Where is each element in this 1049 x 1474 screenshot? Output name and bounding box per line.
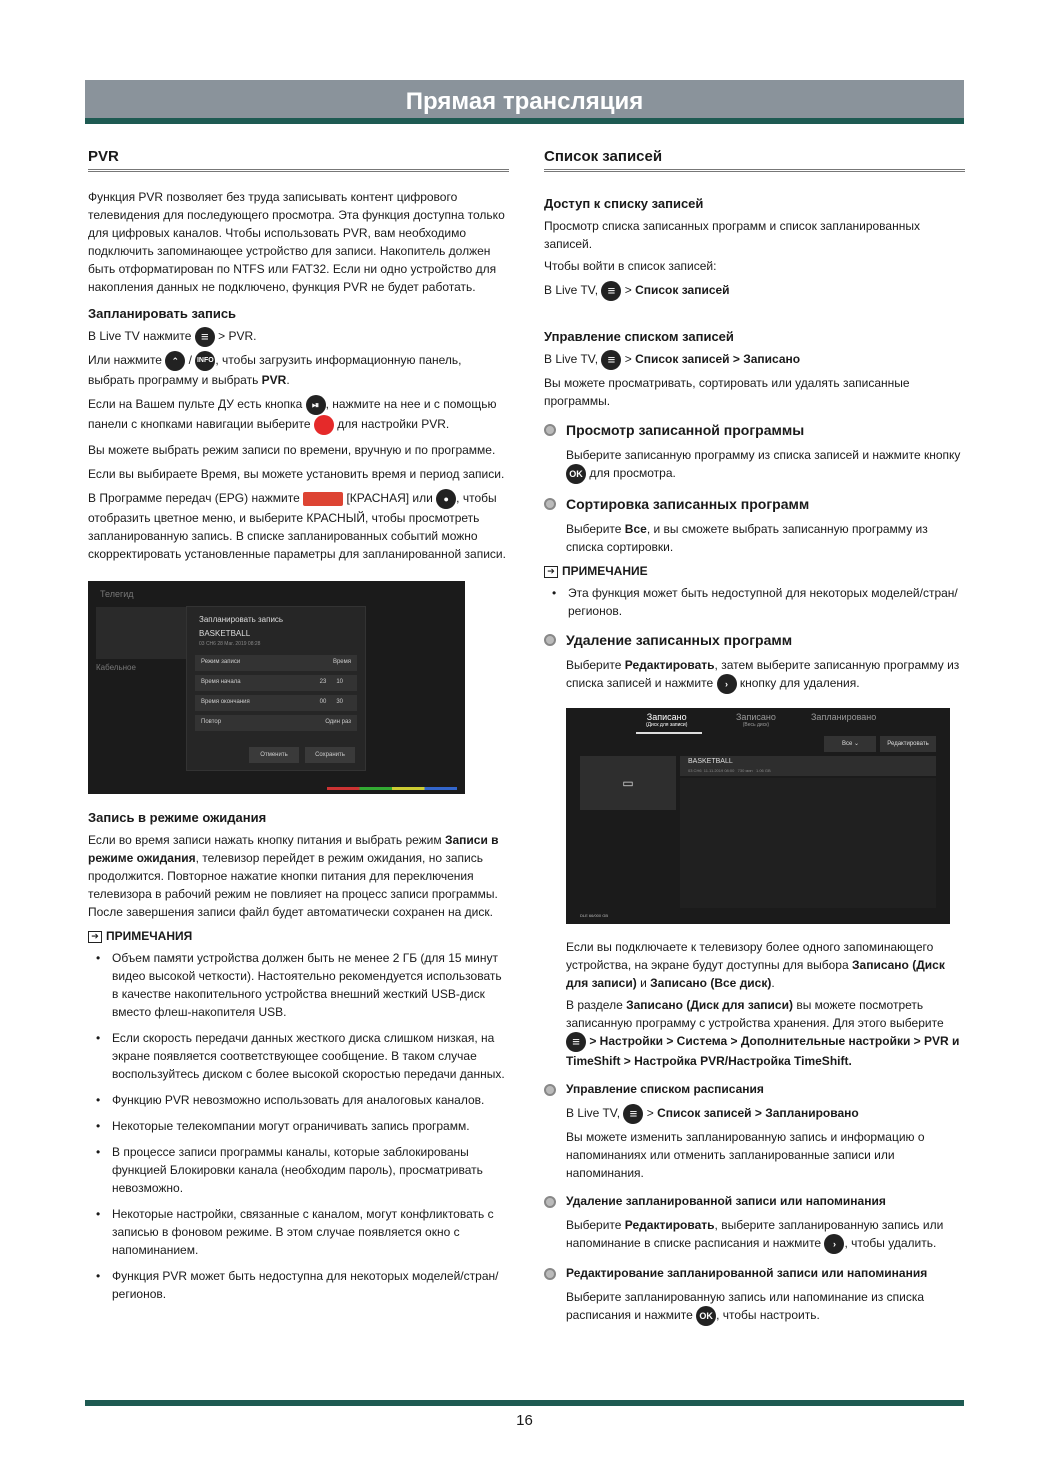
- menu-icon: [566, 1032, 586, 1052]
- row-repeat[interactable]: Повтор Один раз: [195, 715, 357, 731]
- menu-icon: [601, 350, 621, 370]
- notes-list: [88, 949, 509, 1303]
- standby-p: Если во время записи нажать кнопку питания и выбрать режим Записи в режиме ожидания, телевизор перейдет в режим ожидания, но запись продолжится. Повторное нажатие кнопки питания для переключения телевизора в рабочий режим не повлияет на процесс записи программы. После завершения записи файл будет автоматически сохранен на диск.: [88, 833, 499, 919]
- thumbnail: [580, 756, 676, 810]
- schedule-p6: В Программе передач (EPG) нажмите [КРАСНАЯ] или ● , чтобы отобразить цветное меню, и выберите КРАСНЫЙ, чтобы просмотреть запланированную запись. В списке запланированных событий можно скорректировать установленные параметры для запланированной записи.: [88, 489, 509, 563]
- delsched-title: Удаление запланированной записи или напоминания: [544, 1194, 965, 1208]
- schedule-recording-screenshot: [88, 581, 465, 794]
- tab-scheduled[interactable]: Запланировано: [811, 712, 877, 722]
- ok-icon: OK: [696, 1306, 716, 1326]
- edit-p: Выберите запланированную запись или напоминание из списка расписания и нажмите OK , чтобы настроить.: [544, 1288, 965, 1326]
- menu-icon: [195, 327, 215, 347]
- right-column: [544, 148, 965, 1330]
- footer-line: [85, 1400, 964, 1406]
- pvr-intro: Функция PVR позволяет без труда записывать контент цифрового телевидения для последующего просмотра. Эта функция доступна только для цифровых каналов. Чтобы использовать PVR, вам необходимо подключить запоминающее устройство для записи. Накопитель должен быть отформатирован по NTFS или FAT32. Если ни одно устройство для накопления данных не подключено, функция PVR не будет работать.: [88, 190, 505, 294]
- bullet-icon: [544, 424, 556, 436]
- note-heading: ➔ ПРИМЕЧАНИЕ: [544, 564, 965, 578]
- guide-label: Телегид: [100, 589, 134, 599]
- row-start[interactable]: Время начала 23 10: [195, 675, 357, 691]
- edit-button[interactable]: Редактировать: [880, 736, 936, 752]
- sched-p2: Вы можете изменить запланированную запись и информацию о напоминаниях или отменить запланированные записи или напоминания.: [566, 1130, 925, 1180]
- storage-info: DLE 66/000 GB: [580, 913, 609, 918]
- access-p2: Чтобы войти в список записей:: [544, 259, 717, 273]
- list-item: • Некоторые настройки, связанные с каналом, могут конфликтовать с записью в фоновом режиме. В этом случае появляется окно с напоминанием.: [112, 1205, 509, 1259]
- tab-recorded-disk[interactable]: Записано (Диск для записи): [646, 712, 688, 728]
- cable-label: Кабельное: [96, 663, 136, 672]
- info-icon: INFO: [195, 351, 215, 371]
- list-area: [680, 778, 936, 908]
- bullet-icon: [544, 498, 556, 510]
- color-menu-icon: ●: [436, 489, 456, 509]
- list-item: • Некоторые телекомпании могут ограничивать запись программ.: [112, 1117, 509, 1135]
- list-item: • В процессе записи программы каналы, которые заблокированы функцией Блокировки канала (необходим пароль), просматривать невозможно.: [112, 1143, 509, 1197]
- schedule-p1: В Live TV нажмите ≡ > PVR.: [88, 327, 509, 347]
- page-title: Прямая трансляция: [405, 88, 644, 115]
- play-pause-icon: ⏯: [306, 395, 326, 415]
- delete-p: Выберите Редактировать, затем выберите записанную программу из списка записей и нажмите › кнопку для удаления.: [544, 656, 965, 694]
- list-item: • Объем памяти устройства должен быть не менее 2 ГБ (для 15 минут видео высокой четкости). Настоятельно рекомендуется использовать в качестве накопительного устройства внешний жесткий USB-диск вместо флеш-накопителя USB.: [112, 949, 509, 1021]
- tab-recorded-all[interactable]: Записано (Весь диск): [736, 712, 776, 728]
- view-title: Просмотр записанной программы: [544, 422, 965, 438]
- menu-icon: [623, 1104, 643, 1124]
- menu-icon: [601, 281, 621, 301]
- chevron-right-icon: ›: [717, 674, 737, 694]
- section-p: В разделе Записано (Диск для записи) вы можете посмотреть записанную программу с устройства хранения. Для этого выберите ≡ > Настройки > Система > Дополнительные настройки > PVR и TimeShift > Настройка PVR/Настройка TimeShift.: [544, 996, 965, 1070]
- manage-p2: Вы можете просматривать, сортировать или удалять записанные программы.: [544, 376, 910, 408]
- standby-title: Запись в режиме ожидания: [88, 810, 267, 825]
- red-button-icon: [314, 415, 334, 435]
- list-item: • Функция PVR может быть недоступна для некоторых моделей/стран/регионов.: [112, 1267, 509, 1303]
- bullet-icon: [544, 634, 556, 646]
- schedule-p4: Вы можете выбрать режим записи по времени, вручную и по программе.: [88, 443, 496, 457]
- pvr-title: PVR: [88, 148, 509, 172]
- notes-heading: ➔ ПРИМЕЧАНИЯ: [88, 929, 509, 943]
- dialog-meta: 03 CH6 28 Mar. 2019 08:28: [199, 641, 261, 647]
- page-number: 16: [516, 1412, 533, 1429]
- bullet-icon: [544, 1268, 556, 1280]
- sort-p: Выберите Все, и вы сможете выбрать записанную программу из списка сортировки.: [566, 522, 928, 554]
- schedule-title: Запланировать запись: [88, 306, 237, 321]
- dialog: [186, 606, 366, 771]
- note-icon: ➔: [544, 566, 558, 578]
- filter-select[interactable]: Все ⌄: [824, 736, 876, 752]
- list-item: • Функцию PVR невозможно использовать для аналоговых каналов.: [112, 1091, 509, 1109]
- delsched-p: Выберите Редактировать, выберите запланированную запись или напоминание в списке расписания и нажмите › , чтобы удалить.: [544, 1216, 965, 1254]
- chevron-up-icon: ⌃: [165, 351, 185, 371]
- chevron-right-icon: ›: [824, 1234, 844, 1254]
- list-item: • Если скорость передачи данных жесткого диска слишком низкая, на экране появляется соответствующее сообщение. В таком случае воспользуйтесь диском с более высокой скоростью передачи данных.: [112, 1029, 509, 1083]
- recordings-list-title: Список записей: [544, 148, 965, 172]
- recorded-list-screenshot: [566, 708, 950, 924]
- guide-tile: [96, 607, 186, 659]
- edit-title: Редактирование запланированной записи или напоминания: [544, 1266, 965, 1280]
- schedule-p5: Если вы выбираете Время, вы можете установить время и период записи.: [88, 467, 505, 481]
- save-button[interactable]: Сохранить: [305, 747, 355, 763]
- view-p: Выберите записанную программу из списка записей и нажмите кнопку OK для просмотра.: [544, 446, 965, 484]
- video-icon: ▭: [622, 776, 634, 790]
- bullet-icon: [544, 1196, 556, 1208]
- note-list: [544, 584, 965, 620]
- manage-title: Управление списком записей: [544, 329, 734, 344]
- page-header-banner: [85, 80, 964, 124]
- dialog-program: BASKETBALL: [199, 629, 251, 638]
- bullet-icon: [544, 1084, 556, 1096]
- note-icon: ➔: [88, 931, 102, 943]
- dialog-title: Запланировать запись: [199, 615, 284, 624]
- sort-title: Сортировка записанных программ: [544, 496, 965, 512]
- tab-active-underline: [636, 732, 702, 734]
- ok-icon: OK: [566, 464, 586, 484]
- color-keys-bar: [327, 787, 457, 790]
- program-row[interactable]: BASKETBALL 03 CH6 11.11.2019 08:00 730 мин 1.06 GB: [680, 756, 936, 776]
- red-key-icon: [303, 492, 343, 506]
- delete-title: Удаление записанных программ: [544, 632, 965, 648]
- cancel-button[interactable]: Отменить: [249, 747, 299, 763]
- sched-p1: В Live TV, ≡ > Список записей > Запланировано: [544, 1104, 965, 1124]
- manage-p1: В Live TV, ≡ > Список записей > Записано: [544, 350, 965, 370]
- row-mode[interactable]: Режим записи Время: [195, 655, 357, 671]
- left-column: [88, 148, 509, 1311]
- schedule-p3: Если на Вашем пульте ДУ есть кнопка ⏯ , нажмите на нее и с помощью панели с кнопками навигации выберите для настройки PVR.: [88, 395, 509, 435]
- multi-device-p: Если вы подключаете к телевизору более одного запоминающего устройства, на экране будут доступны для выбора Записано (Диск для записи) и Записано (Все диск).: [566, 940, 945, 990]
- access-p3: В Live TV, ≡ > Список записей: [544, 281, 965, 301]
- access-title: Доступ к списку записей: [544, 196, 704, 211]
- access-p1: Просмотр списка записанных программ и список запланированных записей.: [544, 219, 920, 251]
- list-item: • Эта функция может быть недоступной для некоторых моделей/стран/регионов.: [568, 584, 965, 620]
- row-end[interactable]: Время окончания 00 30: [195, 695, 357, 711]
- sched-title: Управление списком расписания: [544, 1082, 965, 1096]
- schedule-p2: Или нажмите ⌃ / INFO , чтобы загрузить информационную панель, выбрать программу и выбрать PVR.: [88, 351, 509, 389]
